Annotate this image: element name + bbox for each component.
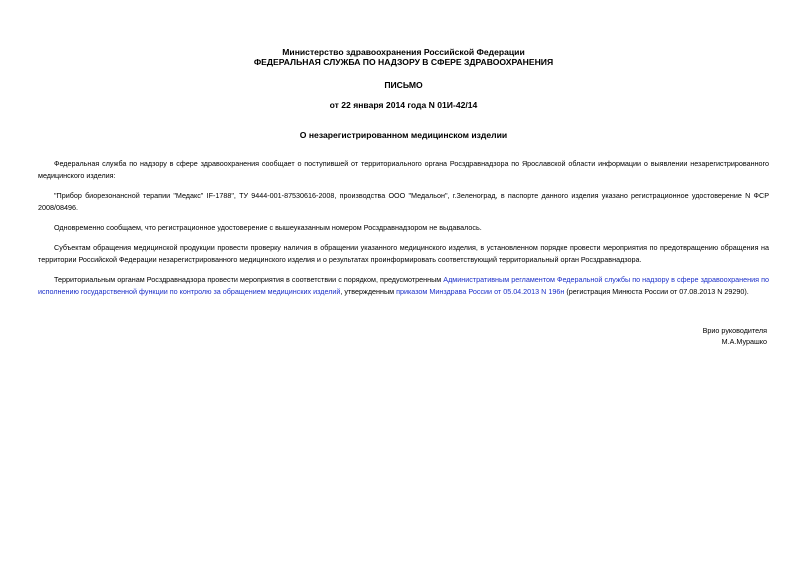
paragraph-text-end: (регистрация Минюста России от 07.08.2013 N 29290). <box>564 286 749 296</box>
paragraph-territorial-bodies <box>38 274 769 297</box>
ministry-name: Министерство здравоохранения Российской Федерации <box>282 47 525 57</box>
paragraph-certificate-note: Одновременно сообщаем, что регистрационное удостоверение с вышеуказанным номером Росздравнадзором не выдавалось. <box>54 223 482 232</box>
paragraph-text-middle: , утвержденным <box>340 286 397 296</box>
document-subject: О незарегистрированном медицинском изделии <box>299 130 508 140</box>
signature-name: М.А.Мурашко <box>721 337 767 346</box>
document-type: ПИСЬМО <box>384 80 423 90</box>
order-link[interactable]: приказом Минздрава России от 05.04.2013 N 196н <box>396 286 565 296</box>
service-name: ФЕДЕРАЛЬНАЯ СЛУЖБА ПО НАДЗОРУ В СФЕРЕ ЗДРАВООХРАНЕНИЯ <box>253 57 554 67</box>
paragraph-notification: Федеральная служба по надзору в сфере здравоохранения сообщает о поступившей от территориального органа Росздравнадзора по Ярославской области информации о выявлении незарегистрированного медицинского изделия: <box>38 159 769 180</box>
document-date-number: от 22 января 2014 года N 01И-42/14 <box>329 100 478 110</box>
paragraph-text-start: Территориальным органам Росздравнадзора провести мероприятия в соответствии с порядком, предусмотренным <box>54 275 444 284</box>
regulation-link[interactable]: Административным регламентом Федеральной службы по надзору в сфере здравоохранения по исполнению государственной функции по контролю за обращением медицинских изделий <box>38 275 769 296</box>
paragraph-instructions: Субъектам обращения медицинской продукции провести проверку наличия в обращении указанного медицинского изделия, в установленном порядке провести мероприятия по предотвращению обращения на территории Российской Федерации незарегистрированного медицинского изделия и о результатах проинформировать соответствующий территориальный орган Росздравнадзора. <box>38 243 769 264</box>
signature-title: Врио руководителя <box>702 326 767 335</box>
paragraph-device: "Прибор биорезонансной терапии "Медакс" IF-1788", ТУ 9444-001-87530616-2008, производства ООО "Медальон", г.Зеленоград, в паспорте данного изделия указано регистрационное удостоверение N ФСР 2008/08496. <box>38 191 769 212</box>
